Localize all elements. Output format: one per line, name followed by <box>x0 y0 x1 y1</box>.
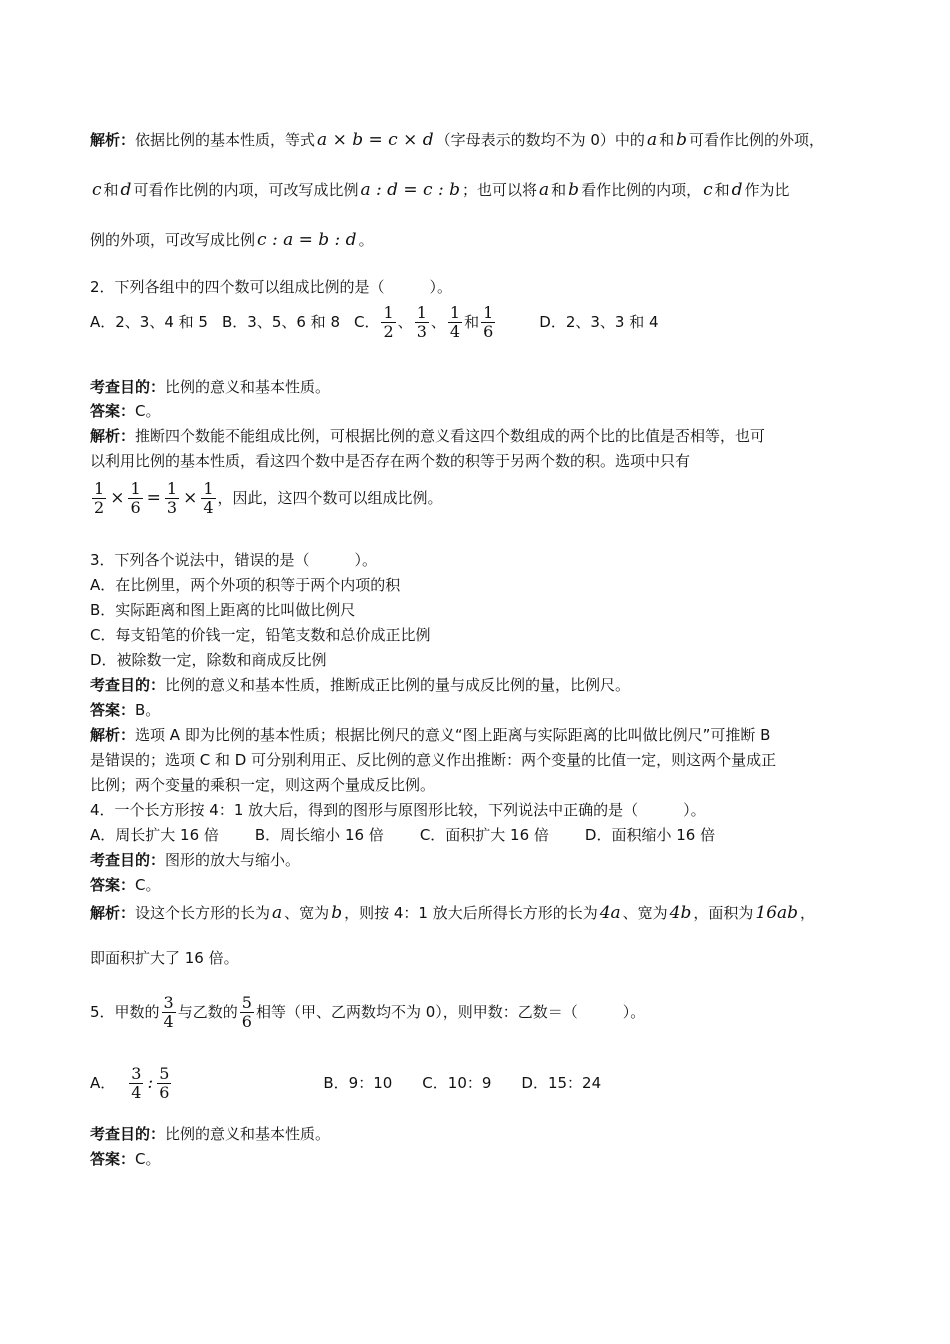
fraction-3-4: $\frac{3}{4}$ <box>163 993 174 1031</box>
q3-analysis-2: 是错误的；选项 C 和 D 可分别利用正、反比例的意义作出推断：两个变量的比值一定，则这两个量成正 <box>90 751 777 769</box>
ratio-cabd: c : a = b : d <box>257 230 357 250</box>
ratio-adcb: a : d = c : b <box>360 180 460 200</box>
q5-options: A． $\frac{3}{4}$ : $\frac{5}{6}$ B．9：10 C．10：9 D．15：24 <box>90 1064 602 1102</box>
q4-options <box>90 825 715 845</box>
intro-line-3: 例的外项，可改写成比例 c : a = b : d 。 <box>90 230 374 250</box>
intro-line-1: 解析：依据比例的基本性质，等式 a × b = c × d （字母表示的数均不为 0）中的 a 和 b 可看作比例的外项， <box>90 130 824 150</box>
equation-axb: a × b = c × d <box>317 130 434 150</box>
fraction-1-4: $\frac{1}{4}$ <box>449 303 461 341</box>
q4-stem: 4．一个长方形按 4：1 放大后，得到的图形与原图形比较，下列说法中正确的是（ ）。 <box>90 801 706 819</box>
q3-stem: 3．下列各个说法中，错误的是（ ）。 <box>90 551 378 569</box>
fraction-5-6: $\frac{5}{6}$ <box>241 993 252 1031</box>
q4-option-b: B．周长缩小 16 倍 <box>254 826 384 844</box>
q5-purpose: 考查目的：比例的意义和基本性质。 <box>90 1125 331 1143</box>
q4-option-a: A．周长扩大 16 倍 <box>90 826 219 844</box>
q3-option-d: D．被除数一定，除数和商成反比例 <box>90 651 327 669</box>
q3-purpose: 考查目的：比例的意义和基本性质，推断成正比例的量与成反比例的量，比例尺。 <box>90 676 631 694</box>
q2-options: A．2、3、4 和 5 B．3、5、6 和 8 C． $\frac{1}{2}$ 、 $\frac{1}{3}$ 、 $\frac{1}{4}$ 和 $\frac{1}{6}$ D．2、3、3 和 4 <box>90 303 659 341</box>
q2-option-b: B．3、5、6 和 8 <box>221 313 340 331</box>
fraction-1-3: $\frac{1}{3}$ <box>416 303 427 341</box>
q2-option-a: A．2、3、4 和 5 <box>90 313 208 331</box>
fraction-1-2: $\frac{1}{2}$ <box>383 303 394 341</box>
q4-option-d: D．面积缩小 16 倍 <box>584 826 716 844</box>
q5-option-a: A． <box>90 1074 116 1092</box>
analysis-label: 解析： <box>90 131 136 149</box>
intro-line-2: c 和 d 可看作比例的内项，可改写成比例 a : d = c : b ；也可以将 a 和 b 看作比例的内项， c 和 d 作为比 <box>92 180 790 200</box>
q4-answer: 答案：C。 <box>90 876 161 894</box>
q2-analysis-3: $\frac{1}{2}$ × $\frac{1}{6}$ = $\frac{1}{3}$ × $\frac{1}{4}$ ，因此，这四个数可以组成比例。 <box>94 479 443 517</box>
q5-option-b: B．9：10 <box>323 1074 393 1092</box>
q3-option-a: A．在比例里，两个外项的积等于两个内项的积 <box>90 576 401 594</box>
q5-answer: 答案：C。 <box>90 1150 161 1168</box>
q5-option-c: C．10：9 <box>422 1074 492 1092</box>
q5-stem: 5．甲数的 $\frac{3}{4}$ 与乙数的 $\frac{5}{6}$ 相等（甲、乙两数均不为 0），则甲数：乙数＝（ ）。 <box>90 993 646 1031</box>
q3-option-b: B．实际距离和图上距离的比叫做比例尺 <box>90 601 356 619</box>
q4-analysis-1: 解析：设这个长方形的长为 a 、宽为 b ，则按 4：1 放大后所得长方形的长为 4a 、宽为 4b ，面积为 16ab ， <box>90 903 816 923</box>
q3-answer: 答案：B。 <box>90 701 161 719</box>
q4-option-c: C．面积扩大 16 倍 <box>419 826 549 844</box>
q2-stem: 2．下列各组中的四个数可以组成比例的是（ ）。 <box>90 278 453 296</box>
q2-option-d: D．2、3、3 和 4 <box>539 313 659 331</box>
q2-analysis-2: 以利用比例的基本性质，看这四个数中是否存在两个数的积等于另两个数的积。选项中只有 <box>90 452 691 470</box>
q3-analysis-3: 比例；两个变量的乘积一定，则这两个量成反比例。 <box>90 776 436 794</box>
q2-answer: 答案：C。 <box>90 402 161 420</box>
q2-purpose: 考查目的：比例的意义和基本性质。 <box>90 378 331 396</box>
q4-analysis-2: 即面积扩大了 16 倍。 <box>90 949 239 967</box>
q2-analysis-1: 解析：推断四个数能不能组成比例，可根据比例的意义看这四个数组成的两个比的比值是否相等，也可 <box>90 427 766 445</box>
fraction-1-6: $\frac{1}{6}$ <box>483 303 494 341</box>
q3-option-c: C．每支铅笔的价钱一定，铅笔支数和总价成正比例 <box>90 626 431 644</box>
q2-option-c: C． <box>354 313 380 331</box>
q3-analysis-1: 解析：选项 A 即为比例的基本性质；根据比例尺的意义“图上距离与实际距离的比叫做比例尺”可推断 B <box>90 726 771 744</box>
q4-purpose: 考查目的：图形的放大与缩小。 <box>90 851 301 869</box>
q5-option-d: D．15：24 <box>521 1074 602 1092</box>
